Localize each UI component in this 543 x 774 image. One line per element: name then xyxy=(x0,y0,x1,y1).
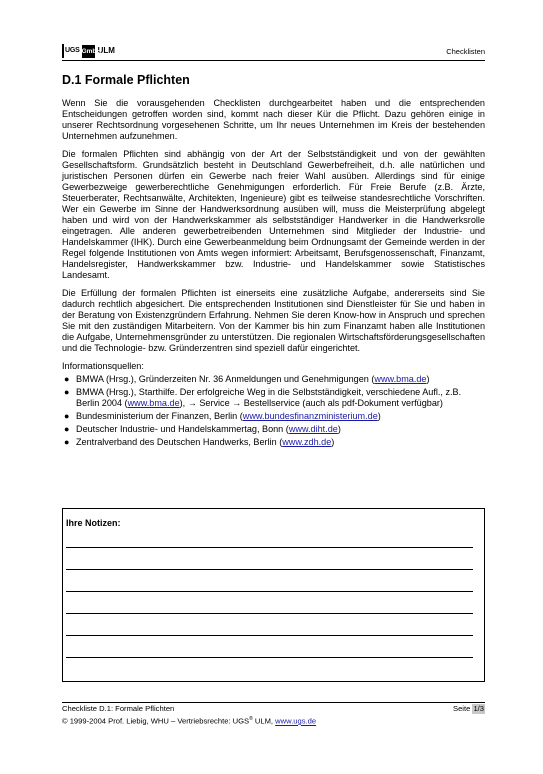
notes-line xyxy=(66,569,473,570)
footer-doc-title: Checkliste D.1: Formale Pflichten xyxy=(62,704,175,713)
logo-gmbh-box: GmbH xyxy=(82,45,95,58)
paragraph-fulfillment: Die Erfüllung der formalen Pflichten ist einerseits eine zusätzliche Aufgabe, andererseits sind Sie dadurch rechtlich abgesichert. Die entsprechenden Institutionen sind Dienstleister für Sie und haben in der Beratung von Existenzgründern Erfahrung. Nehmen Sie deren Know-how in Anspruch und sprechen Sie mit den zuständigen Mitarbeitern. Von der Kammer bis hin zum Finanzamt haben alle Institutionen die Aufgabe, Unternehmensgründer zu unterstützen. Die regionalen Wirtschaftsförderungsgesellschaften und die Technologie- bzw. Gründerzentren sind speziell dafür eingerichtet. xyxy=(62,288,485,353)
logo-ulm-text: ULM xyxy=(97,46,115,55)
ugs-logo xyxy=(62,44,115,58)
source-link[interactable]: www.bundesfinanzministerium.de xyxy=(242,411,378,421)
logo-ugs-text: UGS xyxy=(65,47,80,54)
list-item: ● BMWA (Hrsg.), Gründerzeiten Nr. 36 Anmeldungen und Genehmigungen (www.bma.de) xyxy=(64,374,430,384)
page-number-value: 1/3 xyxy=(473,704,484,713)
bullet-icon: ● xyxy=(64,374,70,384)
paragraph-intro: Wenn Sie die vorausgehenden Checklisten durchgearbeitet haben und die entsprechenden Entscheidungen getroffen worden sind, kommt nach dieser Kür die Pflicht. Dazu gehören einige in unserer Rechtsordnung vorgesehenen Schritte, um Ihr neues Unternehmen im Kreis der bestehenden Unternehmen aufzunehmen. xyxy=(62,98,485,141)
bullet-icon: ● xyxy=(64,411,70,421)
source-link[interactable]: www.zdh.de xyxy=(282,437,332,447)
notes-line xyxy=(66,613,473,614)
page-footer xyxy=(62,704,485,727)
body-content xyxy=(62,98,485,450)
footer-copyright: © 1999-2004 Prof. Liebig, WHU – Vertriebsrechte: UGS® ULM, www.ugs.de xyxy=(62,716,317,726)
logo-mark xyxy=(62,44,102,58)
bullet-icon: ● xyxy=(64,387,70,397)
footer-link[interactable]: www.ugs.de xyxy=(275,716,317,726)
notes-label: Ihre Notizen: xyxy=(66,518,121,528)
page-number: Seite 1/3 xyxy=(453,704,484,713)
footer-divider xyxy=(62,702,485,703)
source-link[interactable]: www.bma.de xyxy=(374,374,427,384)
notes-line xyxy=(66,657,473,658)
notes-box[interactable] xyxy=(62,508,485,682)
header-divider xyxy=(62,60,485,61)
notes-line xyxy=(66,635,473,636)
source-link[interactable]: www.diht.de xyxy=(288,424,338,434)
paragraph-formal-duties: Die formalen Pflichten sind abhängig von der Art der Selbstständigkeit und von der gewählten Gesellschaftsform. Grundsätzlich besteht in Deutschland Gewerbefreiheit, d.h. alle natürlichen und juristischen Personen dürfen ein Gewerbe nach freier Wahl ausüben. Allerdings sind für einige Gewerbezweige gewerberechtliche Genehmigungen erforderlich. Für Freie Berufe (z.B. Ärzte, Steuerberater, Rechtsanwälte, Architekten, Ingenieure) gibt es teilweise standesrechtliche Vorschriften. Wer ein Gewerbe im Sinne der Handwerksordnung ausüben will, muss die Meisterprüfung abgelegt haben und wird von der Handwerkskammer als selbstständiger Handwerker in die Handwerksrolle eingetragen. Alle anderen gewerbetreibenden Unternehmen sind Mitglieder der Industrie- und Handelskammer (IHK). Durch eine Gewerbeanmeldung beim Ordnungsamt der Gemeinde werden in der Regel folgende Institutionen von Amts wegen informiert: Arbeitsamt, Berufsgenossenschaft, Finanzamt, Handelsregister, Handwerkskammer bzw. Industrie- und Handelskammer sowie Statistisches Landesamt. xyxy=(62,149,485,280)
list-item: ● Zentralverband des Deutschen Handwerks, Berlin (www.zdh.de) xyxy=(64,437,335,447)
sources-list xyxy=(62,374,485,448)
bullet-icon: ● xyxy=(64,437,70,447)
source-link[interactable]: www.bma.de xyxy=(127,398,180,408)
page-header xyxy=(62,40,485,58)
bullet-icon: ● xyxy=(64,424,70,434)
header-section-label: Checklisten xyxy=(446,47,485,56)
notes-line xyxy=(66,547,473,548)
list-item: ● BMWA (Hrsg.), Starthilfe. Der erfolgreiche Weg in die Selbstständigkeit, verschiedene Aufl., z.B. Berlin 2004 (www.bma.de), → Service → Bestellservice (auch als pdf-Dokument verfügbar) xyxy=(64,387,462,408)
sources-heading: Informationsquellen: xyxy=(62,361,144,371)
list-item: ● Bundesministerium der Finanzen, Berlin (www.bundesfinanzministerium.de) xyxy=(64,411,381,421)
list-item: ● Deutscher Industrie- und Handelskammertag, Bonn (www.diht.de) xyxy=(64,424,341,434)
notes-line xyxy=(66,591,473,592)
page-title: D.1 Formale Pflichten xyxy=(62,73,190,87)
